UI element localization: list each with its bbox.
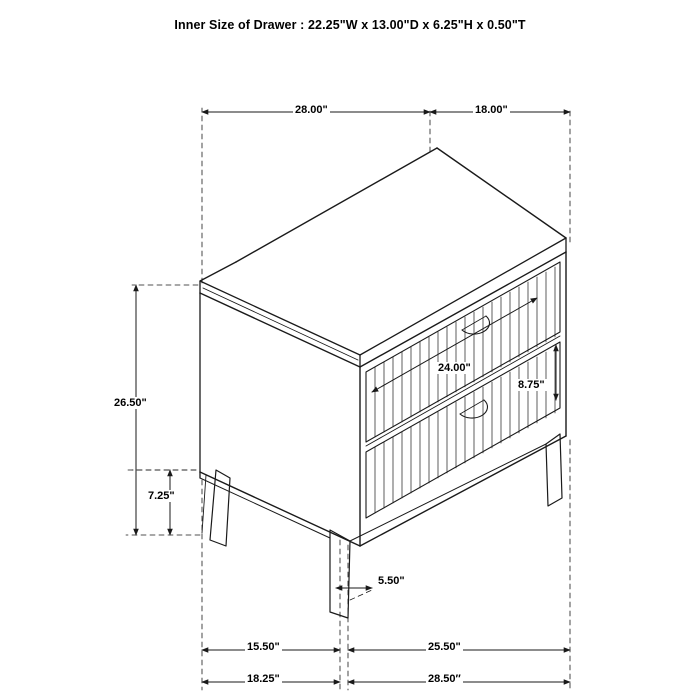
dimension-top-width: 28.00" xyxy=(295,104,328,116)
dimension-base-right: 25.50" xyxy=(428,641,461,653)
dimension-bottom-right: 28.50″ xyxy=(428,673,461,685)
dimension-drawer-height: 8.75" xyxy=(518,379,545,391)
dimension-overall-height: 26.50" xyxy=(114,397,147,409)
dimension-leg-height: 7.25" xyxy=(148,490,175,502)
dimension-leg-span: 5.50" xyxy=(378,575,405,587)
dimension-top-depth: 18.00" xyxy=(475,104,508,116)
dimension-bottom-left: 18.25" xyxy=(247,673,280,685)
dimension-drawer-width: 24.00" xyxy=(438,362,471,374)
dimension-base-left: 15.50" xyxy=(247,641,280,653)
page-title: Inner Size of Drawer : 22.25"W x 13.00"D x 6.25"H x 0.50"T xyxy=(174,18,526,32)
